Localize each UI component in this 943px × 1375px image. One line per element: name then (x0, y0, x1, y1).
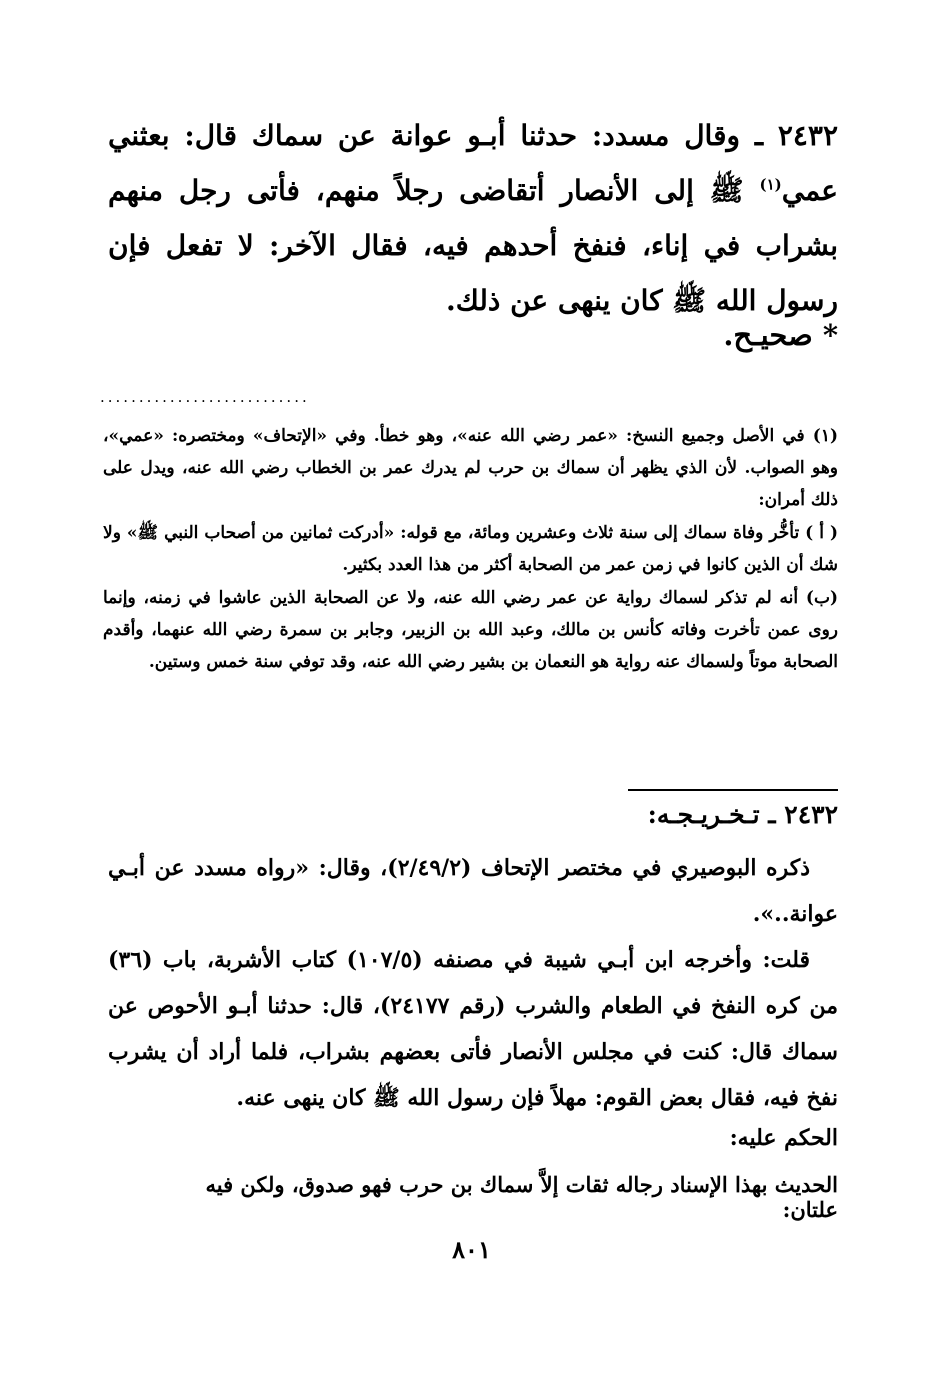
takhrij-paragraph-2: قلت: وأخرجه ابن أبـي شيبة في مصنفه (١٠٧/٥) كتاب الأشربة، باب (٣٦) من كره النفخ في الطعام والشرب (رقم ٢٤١٧٧)، قال: حدثنا أبـو الأحوص عن سماك قال: كنت في مجلس الأنصار فأتى بعضهم بشراب، فلما أراد أن يشرب نفخ فيه، فقال بعض القوم: مهلاً فإن رسول الله ﷺ كان ينهى عنه. (108, 947, 839, 1111)
hukm-text: الحديث بهذا الإسناد رجاله ثقات إلاَّ سماك بن حرب فهو صدوق، ولكن فيه علتان: (205, 1172, 838, 1222)
hadith-text-start: ٢٤٣٢ ـ وقال مسدد: حدثنا أبـو عوانة عن سماك قال: بعثني عمي (108, 119, 838, 207)
takhrij-paragraph-1: ذكره البوصيري في مختصر الإتحاف (٢/٤٩/٢)، وقال: «رواه مسدد عن أبـي عوانة..». (108, 855, 838, 927)
footnote (103, 420, 838, 679)
footnote-paragraph-1: (١) في الأصل وجميع النسخ: «عمر رضي الله عنه»، وهو خطأ. وفي «الإتحاف» ومختصره: «عمي»، وهو الصواب. لأن الذي يظهر أن سماك بن حرب لم يدرك عمر بن الخطاب رضي الله عنه، ويدل على ذلك أمران: (103, 426, 838, 510)
hukm-heading: الحكم عليه: (729, 1125, 838, 1151)
takhrij-body (108, 845, 838, 1121)
hadith-text-end: ﷺ إلى الأنصار أتقاضى رجلاً منهم، فأتى رجل منهم بشراب في إناء، فنفخ أحدهم فيه، فقال الآخر: لا تفعل فإن رسول الله ﷺ كان ينهى عن ذلك. (108, 174, 838, 317)
hadith-text (108, 108, 838, 328)
footnote-paragraph-3: (ب) أنه لم تذكر لسماك رواية عن عمر رضي الله عنه، ولا عن الصحابة الذين عاشوا في زمنه، وإنما روى عمن تأخرت وفاته كأنس بن مالك، وعبد الله بن الزبير، وجابر بن سمرة رضي الله عنهما، وأقدم الصحابة موتاً ولسماك عنه رواية هو النعمان بن بشير رضي الله عنه، وقد توفي سنة خمس وستين. (103, 588, 838, 672)
takhrij-heading: ٢٤٣٢ ـ تـخـريـجـه: (647, 800, 838, 829)
footnote-separator: ........................... (100, 388, 310, 406)
hadith-verdict: * صحيـح. (723, 318, 838, 352)
footnote-paragraph-2: ( أ ) تأخُّر وفاة سماك إلى سنة ثلاث وعشرين ومائة، مع قوله: «أدركت ثمانين من أصحاب النبي ﷺ» ولا شك أن الذين كانوا في زمن عمر من الصحابة أكثر من هذا العدد بكثير. (103, 523, 838, 575)
page-number: ٨٠١ (452, 1235, 491, 1264)
footnote-marker[interactable]: (١) (759, 175, 782, 194)
section-rule (628, 789, 838, 791)
